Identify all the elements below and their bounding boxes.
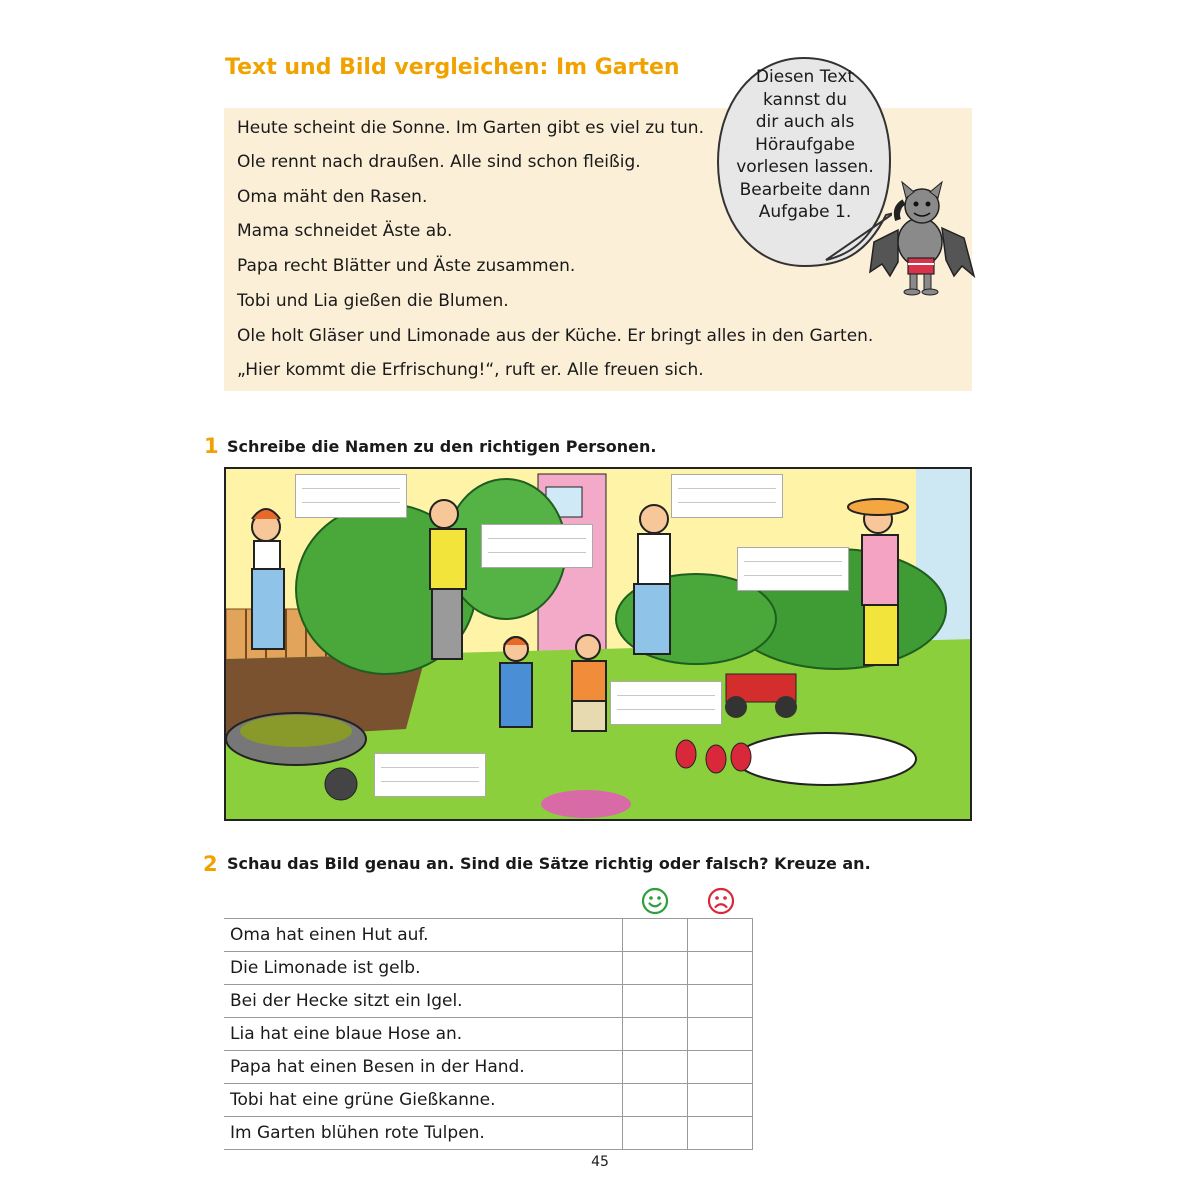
table-row	[224, 985, 752, 1018]
reading-line: Tobi und Lia gießen die Blumen.	[237, 291, 509, 311]
check-box-falsch[interactable]	[687, 1051, 752, 1084]
reading-line: Oma mäht den Rasen.	[237, 187, 428, 207]
statement-text: Im Garten blühen rote Tulpen.	[224, 1117, 622, 1150]
garden-scene	[226, 469, 972, 821]
reading-line: Ole holt Gläser und Limonade aus der Küche. Er bringt alles in den Garten.	[237, 326, 874, 346]
check-box-falsch[interactable]	[687, 1018, 752, 1051]
check-box-falsch[interactable]	[687, 1084, 752, 1117]
name-answer-box[interactable]	[374, 753, 486, 797]
true-false-table	[224, 918, 753, 1150]
check-box-richtig[interactable]	[622, 952, 687, 985]
check-box-falsch[interactable]	[687, 952, 752, 985]
smiley-happy-icon	[641, 887, 669, 915]
check-box-richtig[interactable]	[622, 919, 687, 952]
table-row	[224, 919, 752, 952]
statement-text: Oma hat einen Hut auf.	[224, 919, 622, 952]
reading-line: „Hier kommt die Erfrischung!“, ruft er. Alle freuen sich.	[237, 360, 704, 380]
task-1-instruction: Schreibe die Namen zu den richtigen Personen.	[227, 437, 657, 456]
table-row	[224, 1018, 752, 1051]
check-box-falsch[interactable]	[687, 919, 752, 952]
check-box-richtig[interactable]	[622, 1117, 687, 1150]
statement-text: Die Limonade ist gelb.	[224, 952, 622, 985]
reading-line: Ole rennt nach draußen. Alle sind schon fleißig.	[237, 152, 641, 172]
table-row	[224, 1084, 752, 1117]
smiley-sad-icon	[707, 887, 735, 915]
check-box-richtig[interactable]	[622, 1084, 687, 1117]
table-row	[224, 952, 752, 985]
garden-illustration	[224, 467, 972, 821]
bat-mascot-illustration	[868, 180, 976, 300]
check-box-richtig[interactable]	[622, 1018, 687, 1051]
reading-line: Mama schneidet Äste ab.	[237, 221, 453, 241]
statement-text: Tobi hat eine grüne Gießkanne.	[224, 1084, 622, 1117]
name-answer-box[interactable]	[481, 524, 593, 568]
task-1-number: 1	[204, 434, 219, 458]
speech-bubble-text: Diesen Text kannst du dir auch als Höraufgabe vorlesen lassen. Bearbeite dann Aufgabe 1.	[736, 67, 874, 222]
statement-text: Bei der Hecke sitzt ein Igel.	[224, 985, 622, 1018]
task-2-instruction: Schau das Bild genau an. Sind die Sätze richtig oder falsch? Kreuze an.	[227, 854, 871, 873]
check-box-richtig[interactable]	[622, 985, 687, 1018]
reading-line: Papa recht Blätter und Äste zusammen.	[237, 256, 576, 276]
name-answer-box[interactable]	[737, 547, 849, 591]
page-number: 45	[591, 1154, 609, 1170]
page-title: Text und Bild vergleichen: Im Garten	[225, 55, 680, 80]
table-row	[224, 1051, 752, 1084]
name-answer-box[interactable]	[295, 474, 407, 518]
reading-line: Heute scheint die Sonne. Im Garten gibt es viel zu tun.	[237, 118, 704, 138]
check-box-richtig[interactable]	[622, 1051, 687, 1084]
task-2-number: 2	[203, 852, 218, 876]
statement-text: Lia hat eine blaue Hose an.	[224, 1018, 622, 1051]
table-row	[224, 1117, 752, 1150]
check-box-falsch[interactable]	[687, 1117, 752, 1150]
check-box-falsch[interactable]	[687, 985, 752, 1018]
name-answer-box[interactable]	[610, 681, 722, 725]
name-answer-box[interactable]	[671, 474, 783, 518]
statement-text: Papa hat einen Besen in der Hand.	[224, 1051, 622, 1084]
